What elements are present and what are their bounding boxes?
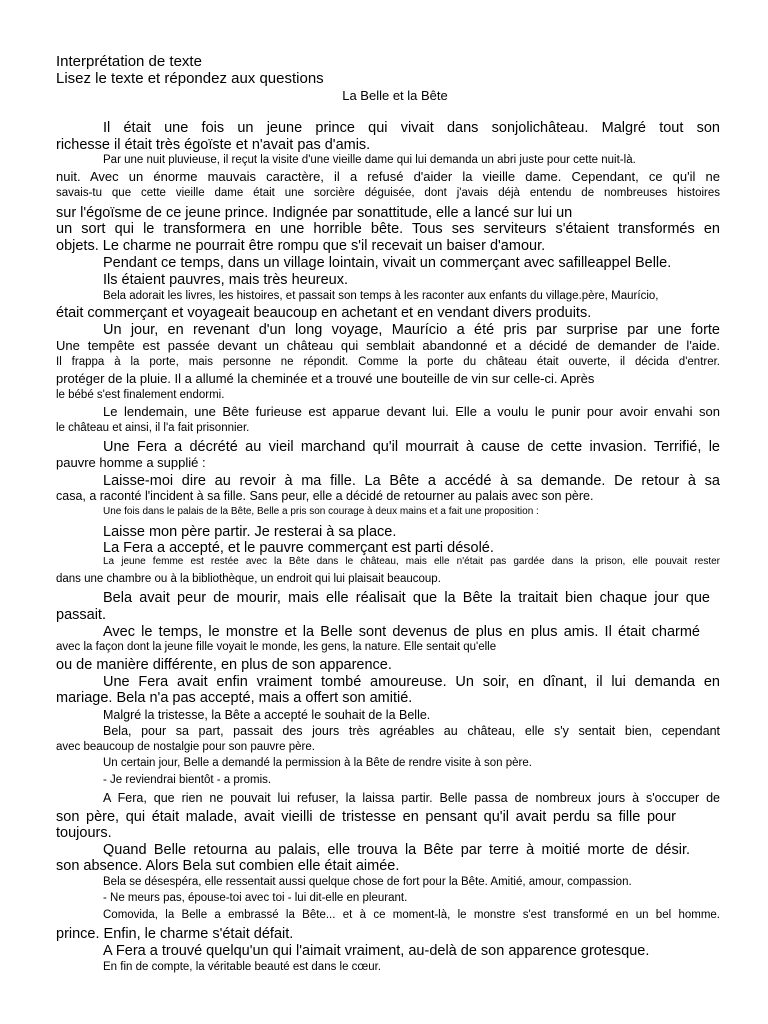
- text-line: A Fera a trouvé quelqu'un qui l'aimait vraiment, au-delà de son apparence grotesque.: [103, 943, 650, 959]
- text-line: Par une nuit pluvieuse, il reçut la visite d'une vieille dame qui lui demanda un abri juste pour cette nuit-là.: [103, 154, 636, 166]
- text-line: son absence. Alors Bela sut combien elle était aimée.: [56, 858, 400, 874]
- text-line: casa, a raconté l'incident à sa fille. Sans peur, elle a décidé de retourner au palais avec son père.: [56, 489, 594, 503]
- story-title: La Belle et la Bête: [342, 88, 448, 103]
- text-line: Laisse mon père partir. Je resterai à sa place.: [103, 524, 397, 540]
- text-line: Ils étaient pauvres, mais très heureux.: [103, 272, 349, 288]
- text-line: Un certain jour, Belle a demandé la permission à la Bête de rendre visite à son père.: [103, 757, 532, 769]
- text-line: avec la façon dont la jeune fille voyait le monde, les gens, la nature. Elle sentait qu'elle: [56, 641, 497, 653]
- text-line: Laisse-moi dire au revoir à ma fille. La Bête a accédé à sa demande. De retour à sa: [103, 473, 720, 489]
- text-line: objets. Le charme ne pourrait être rompu que s'il recevait un baiser d'amour.: [56, 238, 546, 254]
- text-line: Le lendemain, une Bête furieuse est apparue devant lui. Elle a voulu le punir pour avoir envahi son: [103, 404, 720, 419]
- header-line-2: Lisez le texte et répondez aux questions: [56, 70, 324, 87]
- text-line: prince. Enfin, le charme s'était défait.: [56, 926, 294, 942]
- header-line-1: Interprétation de texte: [56, 53, 202, 70]
- text-line: mariage. Bela n'a pas accepté, mais a offert son amitié.: [56, 690, 413, 706]
- text-line: avec beaucoup de nostalgie pour son pauvre père.: [56, 741, 315, 753]
- text-line: était commerçant et voyageait beaucoup en achetant et en vendant divers produits.: [56, 305, 592, 321]
- text-line: La jeune femme est restée avec la Bête dans le château, mais elle n'était pas gardée dans la prison, elle pouvait rester: [103, 556, 720, 567]
- text-line: ou de manière différente, en plus de son apparence.: [56, 657, 392, 673]
- text-line: pauvre homme a supplié :: [56, 455, 206, 470]
- text-line: Il frappa à la porte, mais personne ne répondit. Comme la porte du château était ouverte, il décida d'entrer.: [56, 356, 720, 368]
- text-line: Un jour, en revenant d'un long voyage, Maurício a été pris par surprise par une forte: [103, 322, 720, 338]
- text-line: passait.: [56, 607, 106, 623]
- text-line: nuit. Avec un énorme mauvais caractère, il a refusé d'aider la vieille dame. Cependant, ce qu'il ne: [56, 169, 720, 184]
- text-line: protéger de la pluie. Il a allumé la cheminée et a trouvé une bouteille de vin sur celle-ci. Après: [56, 371, 595, 386]
- text-line: Une Fera a décrété au vieil marchand qu'il mourrait à cause de cette invasion. Terrifié, le: [103, 439, 720, 455]
- text-line: toujours.: [56, 825, 112, 841]
- text-line: sur l'égoïsme de ce jeune prince. Indignée par sonattitude, elle a lancé sur lui un: [56, 205, 573, 221]
- text-line: - Je reviendrai bientôt - a promis.: [103, 774, 272, 786]
- text-line: Bela, pour sa part, passait des jours très agréables au château, elle s'y sentait bien, cependant: [103, 724, 720, 738]
- text-line: - Ne meurs pas, épouse-toi avec toi - lui dit-elle en pleurant.: [103, 892, 408, 904]
- text-line: Pendant ce temps, dans un village lointain, vivait un commerçant avec safilleappel Belle.: [103, 255, 672, 271]
- text-line: Bela se désespéra, elle ressentait aussi quelque chose de fort pour la Bête. Amitié, amour, compassion.: [103, 876, 632, 888]
- text-line: En fin de compte, la véritable beauté est dans le cœur.: [103, 961, 382, 973]
- text-line: La Fera a accepté, et le pauvre commerçant est parti désolé.: [103, 540, 494, 556]
- text-line: Il était une fois un jeune prince qui vivait dans sonjolichâteau. Malgré tout son: [103, 120, 720, 136]
- text-line: dans une chambre ou à la bibliothèque, un endroit qui lui plaisait beaucoup.: [56, 573, 441, 585]
- text-line: Une tempête est passée devant un château qui semblait abandonné et a décidé de demander de l'aide.: [56, 338, 720, 353]
- text-line: le bébé s'est finalement endormi.: [56, 389, 225, 401]
- text-line: le château et ainsi, il l'a fait prisonnier.: [56, 422, 250, 434]
- text-line: Une Fera avait enfin vraiment tombé amoureuse. Un soir, en dînant, il lui demanda en: [103, 674, 720, 690]
- text-line: Comovida, la Belle a embrassé la Bête... et à ce moment-là, le monstre s'est transformé en un bel homme.: [103, 909, 720, 921]
- text-line: son père, qui était malade, avait vieilli de tristesse en pensant qu'il avait perdu sa fille pour: [56, 809, 676, 825]
- text-line: Quand Belle retourna au palais, elle trouva la Bête par terre à moitié morte de désir.: [103, 842, 690, 858]
- text-line: Une fois dans le palais de la Bête, Belle a pris son courage à deux mains et a fait une proposition :: [103, 506, 539, 517]
- text-line: Bela avait peur de mourir, mais elle réalisait que la Bête la traitait bien chaque jour que: [103, 590, 710, 606]
- text-line: Bela adorait les livres, les histoires, et passait son temps à les raconter aux enfants du village.père, Maurício,: [103, 290, 659, 302]
- text-line: Malgré la tristesse, la Bête a accepté le souhait de la Belle.: [103, 708, 431, 722]
- text-line: Avec le temps, le monstre et la Belle sont devenus de plus en plus amis. Il était charmé: [103, 624, 700, 640]
- text-line: A Fera, que rien ne pouvait lui refuser, la laissa partir. Belle passa de nombreux jours à s'occuper de: [103, 791, 720, 805]
- text-line: un sort qui le transformera en une horrible bête. Tous ses serviteurs s'étaient transformés en: [56, 221, 720, 237]
- text-line: savais-tu que cette vieille dame était une sorcière déguisée, dont j'avais déjà entendu de nombreuses histoires: [56, 187, 720, 199]
- text-line: richesse il était très égoïste et n'avait pas d'amis.: [56, 137, 371, 153]
